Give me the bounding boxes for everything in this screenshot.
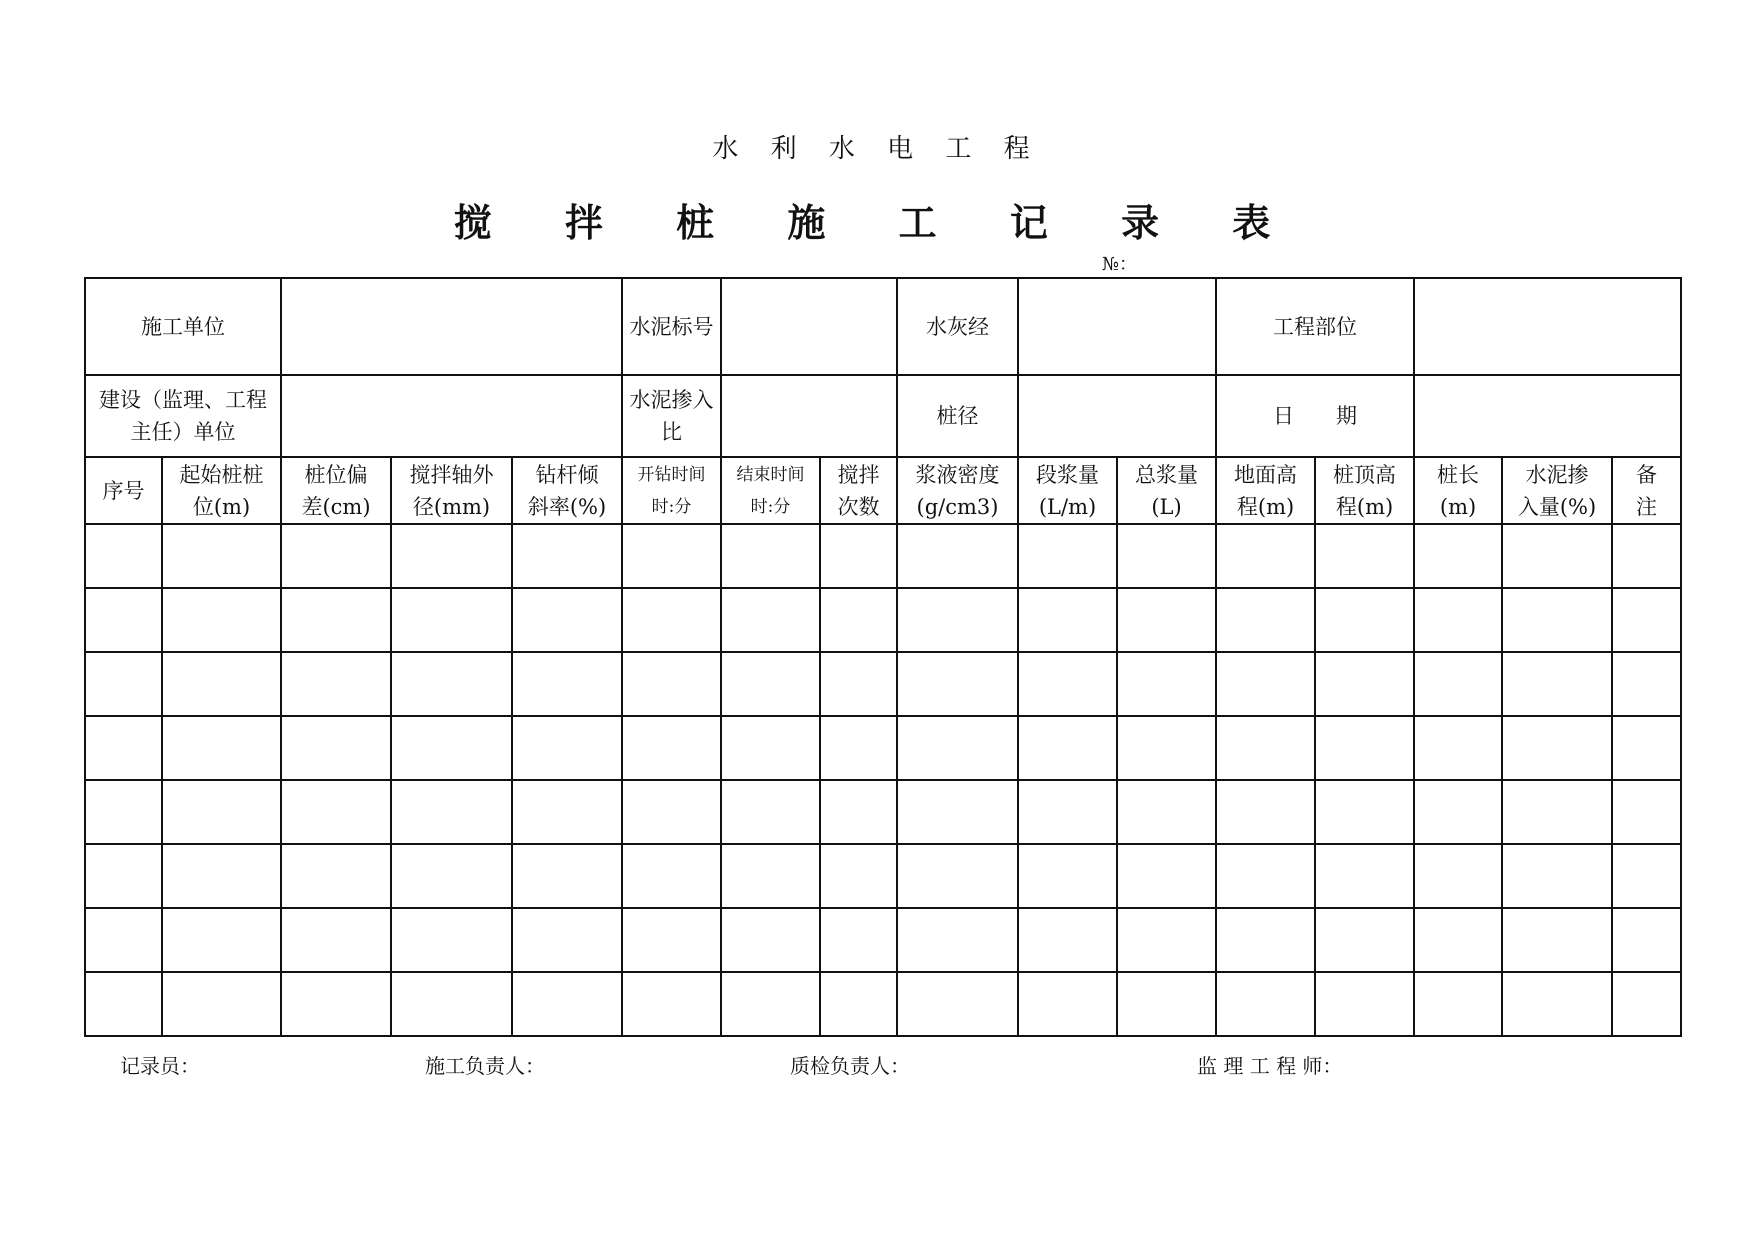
table-cell[interactable] (1018, 524, 1117, 588)
table-row (85, 524, 1681, 588)
col-header-position-deviation (281, 457, 391, 524)
cement-grade-label: 水泥标号 (622, 278, 721, 375)
table-cell[interactable] (1117, 972, 1216, 1036)
table-cell[interactable] (512, 716, 622, 780)
col-header-line1: 地面高 (1234, 462, 1298, 487)
col-header-line1: 桩位偏 (304, 462, 368, 487)
table-cell[interactable] (721, 652, 820, 716)
col-header-start-pile (162, 457, 281, 524)
col-header-line1: 浆液密度 (915, 462, 1000, 487)
col-header-line2: 径(mm) (412, 494, 491, 519)
document-number-label: №： (1102, 254, 1138, 275)
table-cell[interactable] (1612, 844, 1681, 908)
project-part-label: 工程部位 (1216, 278, 1414, 375)
col-header-line1: 搅拌轴外 (409, 462, 494, 487)
project-part-value[interactable] (1414, 278, 1681, 375)
table-cell[interactable] (1502, 908, 1612, 972)
col-header-pile-length (1414, 457, 1502, 524)
table-cell[interactable] (1612, 780, 1681, 844)
table-cell[interactable] (1315, 588, 1414, 652)
table-cell[interactable] (512, 588, 622, 652)
cement-grade-value[interactable] (721, 278, 897, 375)
table-cell[interactable] (281, 588, 391, 652)
table-cell[interactable] (85, 972, 162, 1036)
table-cell[interactable] (162, 972, 281, 1036)
table-cell[interactable] (1216, 524, 1315, 588)
col-header-line1: 起始桩桩 (179, 462, 264, 487)
table-cell[interactable] (391, 716, 512, 780)
col-header-seq-text: 序号 (102, 478, 145, 503)
table-cell[interactable] (391, 524, 512, 588)
table-cell[interactable] (721, 844, 820, 908)
table-cell[interactable] (1414, 524, 1502, 588)
table-cell[interactable] (85, 588, 162, 652)
col-header-cement-content (1502, 457, 1612, 524)
table-cell[interactable] (1612, 972, 1681, 1036)
col-header-line2: 斜率(%) (527, 494, 607, 519)
table-cell[interactable] (1502, 588, 1612, 652)
cement-ratio-value[interactable] (721, 375, 897, 457)
table-cell[interactable] (622, 780, 721, 844)
table-cell[interactable] (1018, 780, 1117, 844)
col-header-line1: 钻杆倾 (535, 462, 599, 487)
table-cell[interactable] (1502, 844, 1612, 908)
table-cell[interactable] (1018, 588, 1117, 652)
table-cell[interactable] (391, 972, 512, 1036)
table-cell[interactable] (512, 524, 622, 588)
pile-diameter-value[interactable] (1018, 375, 1216, 457)
table-cell[interactable] (820, 524, 897, 588)
table-cell[interactable] (85, 780, 162, 844)
col-header-line2: 注 (1636, 494, 1658, 519)
table-cell[interactable] (391, 652, 512, 716)
table-cell[interactable] (897, 652, 1018, 716)
table-cell[interactable] (1216, 652, 1315, 716)
table-cell[interactable] (1414, 652, 1502, 716)
col-header-line2: 入量(%) (1517, 494, 1597, 519)
table-cell[interactable] (1315, 972, 1414, 1036)
table-cell[interactable] (1216, 780, 1315, 844)
col-header-line2: 次数 (837, 494, 880, 519)
table-cell[interactable] (1612, 716, 1681, 780)
col-header-end-time (721, 457, 820, 524)
table-cell[interactable] (820, 844, 897, 908)
table-cell[interactable] (1216, 844, 1315, 908)
table-cell[interactable] (391, 780, 512, 844)
table-cell[interactable] (1315, 716, 1414, 780)
table-cell[interactable] (1018, 844, 1117, 908)
col-header-line1: 搅拌 (837, 462, 880, 487)
table-cell[interactable] (391, 908, 512, 972)
table-cell[interactable] (85, 716, 162, 780)
table-cell[interactable] (1315, 908, 1414, 972)
table-cell[interactable] (281, 524, 391, 588)
table-cell[interactable] (1502, 780, 1612, 844)
table-cell[interactable] (281, 780, 391, 844)
table-cell[interactable] (622, 972, 721, 1036)
table-cell[interactable] (1117, 588, 1216, 652)
table-cell[interactable] (1414, 972, 1502, 1036)
table-cell[interactable] (897, 908, 1018, 972)
table-cell[interactable] (1018, 716, 1117, 780)
col-header-shaft-diameter (391, 457, 512, 524)
table-cell[interactable] (1612, 588, 1681, 652)
table-cell[interactable] (391, 588, 512, 652)
table-cell[interactable] (897, 972, 1018, 1036)
col-header-drill-tilt (512, 457, 622, 524)
table-cell[interactable] (162, 716, 281, 780)
col-header-slurry-density (897, 457, 1018, 524)
table-cell[interactable] (512, 972, 622, 1036)
col-header-line1: 备 (1636, 462, 1658, 487)
col-header-mix-count (820, 457, 897, 524)
owner-unit-label-line2: 主任）单位 (130, 420, 236, 444)
table-cell[interactable] (1414, 844, 1502, 908)
table-cell[interactable] (721, 972, 820, 1036)
table-cell[interactable] (1117, 844, 1216, 908)
table-cell[interactable] (622, 844, 721, 908)
table-cell[interactable] (1117, 780, 1216, 844)
table-row (85, 588, 1681, 652)
construction-unit-value[interactable] (281, 278, 622, 375)
table-cell[interactable] (162, 652, 281, 716)
table-cell[interactable] (897, 844, 1018, 908)
table-cell[interactable] (721, 780, 820, 844)
col-header-line1: 结束时间 (736, 464, 805, 485)
col-header-line2: 差(cm) (301, 494, 371, 519)
table-cell[interactable] (721, 524, 820, 588)
table-cell[interactable] (622, 652, 721, 716)
table-cell[interactable] (162, 780, 281, 844)
cement-ratio-label: 水泥掺入比 (622, 375, 721, 457)
col-header-line2: (m) (1439, 494, 1477, 519)
owner-unit-value[interactable] (281, 375, 622, 457)
col-header-line2: (L/m) (1038, 494, 1097, 519)
table-cell[interactable] (512, 652, 622, 716)
col-header-line1: 桩顶高 (1333, 462, 1397, 487)
table-cell[interactable] (1502, 716, 1612, 780)
table-cell[interactable] (820, 652, 897, 716)
col-header-remarks (1612, 457, 1681, 524)
table-cell[interactable] (1612, 524, 1681, 588)
table-cell[interactable] (622, 716, 721, 780)
col-header-seq (85, 457, 162, 524)
table-cell[interactable] (1117, 524, 1216, 588)
col-header-line2: (g/cm3) (916, 494, 999, 519)
table-row (85, 844, 1681, 908)
table-cell[interactable] (281, 844, 391, 908)
column-header-row (85, 457, 1681, 524)
table-cell[interactable] (512, 780, 622, 844)
table-cell[interactable] (721, 588, 820, 652)
info-row-2 (85, 375, 1681, 457)
table-cell[interactable] (162, 844, 281, 908)
footer-supervisor: 监 理 工 程 师： (1197, 1054, 1343, 1078)
col-header-line2: 程(m) (1236, 494, 1295, 519)
col-header-ground-elevation (1216, 457, 1315, 524)
document-subtitle: 水 利 水 电 工 程 (712, 134, 1042, 164)
table-cell[interactable] (1216, 716, 1315, 780)
table-cell[interactable] (1414, 780, 1502, 844)
table-row (85, 908, 1681, 972)
table-row (85, 780, 1681, 844)
table-row (85, 652, 1681, 716)
construction-unit-label: 施工单位 (85, 278, 281, 375)
date-label: 日 期 (1216, 375, 1414, 457)
table-cell[interactable] (1502, 972, 1612, 1036)
table-cell[interactable] (1117, 652, 1216, 716)
table-cell[interactable] (721, 908, 820, 972)
table-cell[interactable] (85, 524, 162, 588)
table-cell[interactable] (1502, 524, 1612, 588)
table-cell[interactable] (1315, 780, 1414, 844)
table-cell[interactable] (162, 588, 281, 652)
table-cell[interactable] (1216, 972, 1315, 1036)
table-cell[interactable] (1414, 588, 1502, 652)
table-cell[interactable] (85, 844, 162, 908)
table-cell[interactable] (281, 972, 391, 1036)
footer-recorder: 记录员： (120, 1054, 200, 1078)
footer-qc-lead: 质检负责人： (790, 1054, 910, 1078)
col-header-line1: 水泥掺 (1525, 462, 1589, 487)
table-cell[interactable] (281, 908, 391, 972)
table-cell[interactable] (897, 780, 1018, 844)
col-header-line2: 程(m) (1335, 494, 1394, 519)
owner-unit-label-line1: 建设（监理、工程 (99, 388, 267, 412)
col-header-line2: 时:分 (750, 496, 791, 517)
table-cell[interactable] (1117, 716, 1216, 780)
table-cell[interactable] (1018, 652, 1117, 716)
table-cell[interactable] (820, 972, 897, 1036)
table-cell[interactable] (1315, 844, 1414, 908)
col-header-segment-slurry (1018, 457, 1117, 524)
table-row (85, 716, 1681, 780)
col-header-total-slurry (1117, 457, 1216, 524)
table-cell[interactable] (1117, 908, 1216, 972)
table-cell[interactable] (1315, 524, 1414, 588)
table-cell[interactable] (1216, 908, 1315, 972)
table-cell[interactable] (820, 908, 897, 972)
table-cell[interactable] (512, 908, 622, 972)
col-header-start-time (622, 457, 721, 524)
table-cell[interactable] (1414, 908, 1502, 972)
water-cement-value[interactable] (1018, 278, 1216, 375)
table-cell[interactable] (85, 652, 162, 716)
col-header-line1: 桩长 (1437, 462, 1480, 487)
col-header-line2: 位(m) (192, 494, 251, 519)
col-header-line1: 开钻时间 (637, 464, 706, 485)
table-cell[interactable] (1018, 908, 1117, 972)
table-cell[interactable] (1502, 652, 1612, 716)
table-cell[interactable] (897, 716, 1018, 780)
table-cell[interactable] (1216, 588, 1315, 652)
document-title: 搅 拌 桩 施 工 记 录 表 (453, 200, 1301, 245)
footer-construction-lead: 施工负责人： (425, 1054, 545, 1078)
table-cell[interactable] (1612, 652, 1681, 716)
water-cement-label: 水灰经 (897, 278, 1018, 375)
table-cell[interactable] (622, 908, 721, 972)
table-cell[interactable] (162, 524, 281, 588)
col-header-pile-top-elevation (1315, 457, 1414, 524)
pile-diameter-label: 桩径 (897, 375, 1018, 457)
table-cell[interactable] (897, 588, 1018, 652)
table-cell[interactable] (897, 524, 1018, 588)
table-cell[interactable] (281, 652, 391, 716)
construction-record-table (84, 277, 1682, 1037)
owner-unit-label (85, 375, 281, 457)
table-row (85, 972, 1681, 1036)
table-cell[interactable] (1414, 716, 1502, 780)
info-row-1 (85, 278, 1681, 375)
col-header-line1: 段浆量 (1036, 462, 1100, 487)
col-header-line1: 总浆量 (1135, 462, 1199, 487)
date-value[interactable] (1414, 375, 1681, 457)
table-cell[interactable] (1315, 652, 1414, 716)
table-cell[interactable] (820, 588, 897, 652)
table-cell[interactable] (622, 588, 721, 652)
col-header-line2: (L) (1151, 494, 1182, 519)
col-header-line2: 时:分 (651, 496, 692, 517)
table-cell[interactable] (512, 844, 622, 908)
table-cell[interactable] (622, 524, 721, 588)
table-cell[interactable] (391, 844, 512, 908)
table-cell[interactable] (85, 908, 162, 972)
table-cell[interactable] (820, 716, 897, 780)
table-cell[interactable] (820, 780, 897, 844)
table-cell[interactable] (1612, 908, 1681, 972)
table-cell[interactable] (721, 716, 820, 780)
table-cell[interactable] (1018, 972, 1117, 1036)
table-cell[interactable] (281, 716, 391, 780)
table-cell[interactable] (162, 908, 281, 972)
